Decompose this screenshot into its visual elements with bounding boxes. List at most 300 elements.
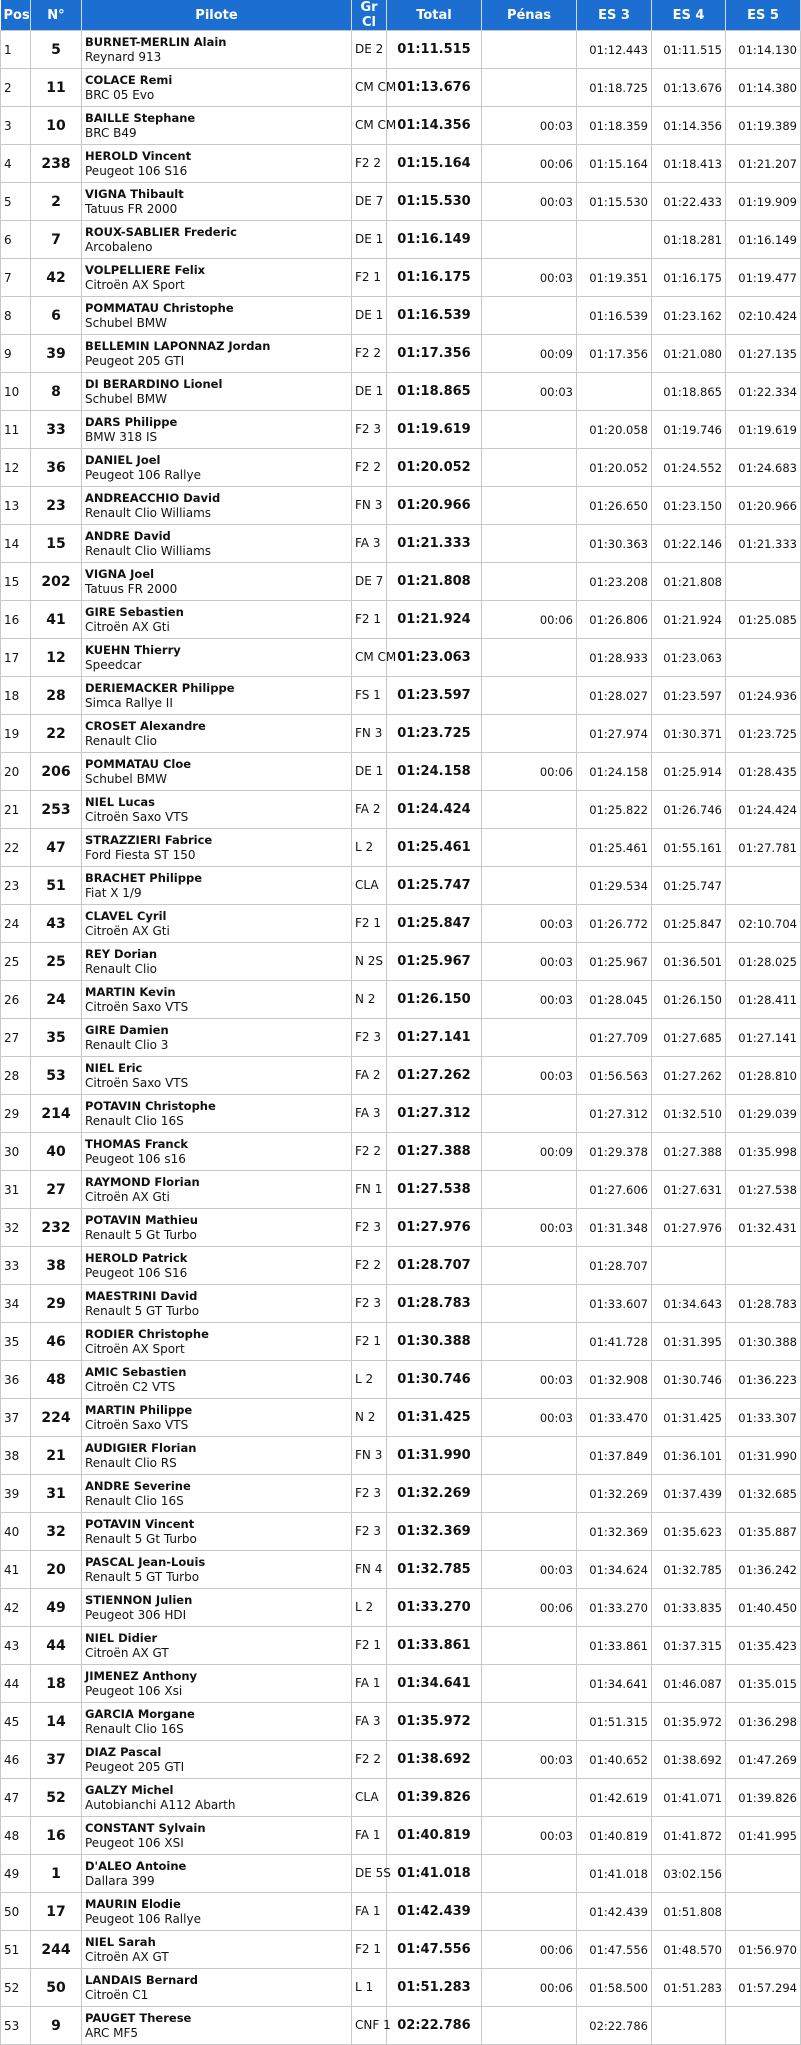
position-cell: 35: [1, 1323, 31, 1361]
car-model: Renault Clio: [85, 961, 157, 976]
total-time-cell: 01:21.333: [387, 525, 482, 563]
es5-time-cell: 01:41.995: [726, 1817, 801, 1855]
table-row: [1, 1551, 801, 1589]
position-cell: 43: [1, 1627, 31, 1665]
es5-time-cell: 02:10.424: [726, 297, 801, 335]
es3-time-cell: 01:32.369: [577, 1513, 652, 1551]
penalty-cell: 00:06: [482, 601, 577, 639]
es3-time-cell: 01:24.158: [577, 753, 652, 791]
penalty-cell: [482, 1247, 577, 1285]
group-class-cell: F2 3: [352, 1209, 387, 1247]
es5-time-cell: [726, 1247, 801, 1285]
table-row: [1, 259, 801, 297]
es3-time-cell: [577, 221, 652, 259]
pilote-cell: [82, 1361, 352, 1399]
car-number-cell: 29: [31, 1285, 82, 1323]
pilote-cell: [82, 1817, 352, 1855]
penalty-cell: [482, 1893, 577, 1931]
car-number-cell: 202: [31, 563, 82, 601]
group-class-cell: N 2: [352, 981, 387, 1019]
total-time-cell: 01:28.783: [387, 1285, 482, 1323]
car-model: Citroën Saxo VTS: [85, 999, 189, 1014]
es5-time-cell: 01:36.242: [726, 1551, 801, 1589]
group-class-cell: DE 1: [352, 221, 387, 259]
car-model: ARC MF5: [85, 2025, 139, 2040]
car-model: Renault Clio 16S: [85, 1113, 184, 1128]
pilote-cell: [82, 1057, 352, 1095]
es4-time-cell: 01:26.150: [652, 981, 726, 1019]
es3-time-cell: 01:15.530: [577, 183, 652, 221]
table-row: [1, 221, 801, 259]
driver-name: ROUX-SABLIER Frederic: [85, 224, 237, 239]
car-number-cell: 39: [31, 335, 82, 373]
position-cell: 22: [1, 829, 31, 867]
es3-time-cell: 01:20.052: [577, 449, 652, 487]
total-time-cell: 01:31.990: [387, 1437, 482, 1475]
es3-time-cell: 02:22.786: [577, 2007, 652, 2045]
es3-time-cell: 01:28.707: [577, 1247, 652, 1285]
table-row: [1, 1703, 801, 1741]
group-class-cell: F2 2: [352, 1133, 387, 1171]
car-model: Reynard 913: [85, 49, 162, 64]
total-time-cell: 01:19.619: [387, 411, 482, 449]
es5-time-cell: 01:16.149: [726, 221, 801, 259]
es4-time-cell: 01:11.515: [652, 31, 726, 69]
position-cell: 26: [1, 981, 31, 1019]
position-cell: 10: [1, 373, 31, 411]
pilote-cell: [82, 1551, 352, 1589]
car-number-cell: 49: [31, 1589, 82, 1627]
group-class-cell: F2 2: [352, 335, 387, 373]
position-cell: 21: [1, 791, 31, 829]
car-number-cell: 20: [31, 1551, 82, 1589]
table-row: [1, 183, 801, 221]
es3-time-cell: 01:25.461: [577, 829, 652, 867]
pilote-cell: [82, 487, 352, 525]
car-number-cell: 41: [31, 601, 82, 639]
position-cell: 37: [1, 1399, 31, 1437]
car-model: Peugeot 106 s16: [85, 1151, 186, 1166]
pilote-cell: [82, 183, 352, 221]
total-time-cell: 01:23.597: [387, 677, 482, 715]
driver-name: VOLPELLIERE Felix: [85, 262, 206, 277]
total-time-cell: 01:27.262: [387, 1057, 482, 1095]
car-model: Renault Clio: [85, 733, 157, 748]
driver-name: STIENNON Julien: [85, 1592, 193, 1607]
pilote-cell: [82, 867, 352, 905]
es3-time-cell: 01:23.208: [577, 563, 652, 601]
es3-time-cell: 01:29.534: [577, 867, 652, 905]
penalty-cell: 00:06: [482, 1969, 577, 2007]
car-model: Renault 5 GT Turbo: [85, 1303, 200, 1318]
position-cell: 32: [1, 1209, 31, 1247]
car-model: Citroën AX GT: [85, 1949, 169, 1964]
total-time-cell: 01:27.312: [387, 1095, 482, 1133]
es5-time-cell: 01:33.307: [726, 1399, 801, 1437]
penalty-cell: [482, 1703, 577, 1741]
group-class-cell: L 2: [352, 829, 387, 867]
es3-time-cell: 01:33.607: [577, 1285, 652, 1323]
total-time-cell: 01:15.530: [387, 183, 482, 221]
driver-name: POMMATAU Christophe: [85, 300, 234, 315]
car-number-cell: 50: [31, 1969, 82, 2007]
es4-time-cell: 01:19.746: [652, 411, 726, 449]
position-cell: 27: [1, 1019, 31, 1057]
position-cell: 53: [1, 2007, 31, 2045]
pilote-cell: [82, 601, 352, 639]
table-row: [1, 449, 801, 487]
car-number-cell: 47: [31, 829, 82, 867]
driver-name: DANIEL Joel: [85, 452, 161, 467]
penalty-cell: [482, 411, 577, 449]
car-number-cell: 232: [31, 1209, 82, 1247]
driver-name: STRAZZIERI Fabrice: [85, 832, 213, 847]
car-number-cell: 24: [31, 981, 82, 1019]
table-row: [1, 1513, 801, 1551]
es4-time-cell: 01:46.087: [652, 1665, 726, 1703]
driver-name: PAUGET Therese: [85, 2010, 192, 2025]
position-cell: 16: [1, 601, 31, 639]
driver-name: JIMENEZ Anthony: [85, 1668, 198, 1683]
es5-time-cell: 01:35.998: [726, 1133, 801, 1171]
pilote-cell: [82, 1779, 352, 1817]
penalty-cell: 00:03: [482, 259, 577, 297]
car-model: Peugeot 205 GTI: [85, 353, 185, 368]
penalty-cell: [482, 867, 577, 905]
es3-time-cell: 01:37.849: [577, 1437, 652, 1475]
car-number-cell: 25: [31, 943, 82, 981]
penalty-cell: 00:03: [482, 183, 577, 221]
car-number-cell: 7: [31, 221, 82, 259]
es4-time-cell: 01:32.785: [652, 1551, 726, 1589]
group-class-cell: DE 1: [352, 753, 387, 791]
position-cell: 23: [1, 867, 31, 905]
es3-time-cell: 01:40.819: [577, 1817, 652, 1855]
driver-name: BAILLE Stephane: [85, 110, 196, 125]
es4-time-cell: 01:55.161: [652, 829, 726, 867]
table-row: [1, 601, 801, 639]
es3-time-cell: 01:56.563: [577, 1057, 652, 1095]
pilote-cell: [82, 563, 352, 601]
penalty-cell: 00:06: [482, 145, 577, 183]
es4-time-cell: 01:32.510: [652, 1095, 726, 1133]
es4-time-cell: 01:22.433: [652, 183, 726, 221]
driver-name: KUEHN Thierry: [85, 642, 181, 657]
table-row: [1, 1817, 801, 1855]
group-class-cell: L 1: [352, 1969, 387, 2007]
group-class-cell: F2 1: [352, 1627, 387, 1665]
car-model: BRC B49: [85, 125, 137, 140]
driver-name: POMMATAU Cloe: [85, 756, 192, 771]
penalty-cell: [482, 715, 577, 753]
penalty-cell: 00:03: [482, 107, 577, 145]
es4-time-cell: 01:38.692: [652, 1741, 726, 1779]
total-time-cell: 01:33.861: [387, 1627, 482, 1665]
es4-time-cell: 01:36.501: [652, 943, 726, 981]
pilote-cell: [82, 525, 352, 563]
es5-time-cell: 01:14.380: [726, 69, 801, 107]
group-class-cell: F2 1: [352, 259, 387, 297]
car-model: Renault Clio Williams: [85, 505, 212, 520]
group-class-cell: CNF 1: [352, 2007, 387, 2045]
penalty-cell: [482, 563, 577, 601]
car-number-cell: 52: [31, 1779, 82, 1817]
es5-time-cell: 01:36.298: [726, 1703, 801, 1741]
es3-time-cell: 01:18.725: [577, 69, 652, 107]
group-class-cell: FA 2: [352, 1057, 387, 1095]
car-model: Renault Clio Williams: [85, 543, 212, 558]
pilote-cell: [82, 1969, 352, 2007]
table-row: [1, 791, 801, 829]
penalty-cell: [482, 525, 577, 563]
es3-time-cell: 01:12.443: [577, 31, 652, 69]
total-time-cell: 01:16.149: [387, 221, 482, 259]
penalty-cell: [482, 1285, 577, 1323]
penalty-cell: 00:03: [482, 943, 577, 981]
es3-time-cell: 01:20.058: [577, 411, 652, 449]
es5-time-cell: [726, 563, 801, 601]
es5-time-cell: 01:40.450: [726, 1589, 801, 1627]
position-cell: 24: [1, 905, 31, 943]
group-class-cell: F2 1: [352, 905, 387, 943]
group-class-cell: FA 1: [352, 1893, 387, 1931]
total-time-cell: 01:41.018: [387, 1855, 482, 1893]
es5-time-cell: 01:25.085: [726, 601, 801, 639]
es4-time-cell: 01:27.976: [652, 1209, 726, 1247]
penalty-cell: 00:03: [482, 981, 577, 1019]
car-model: Peugeot 106 S16: [85, 163, 188, 178]
total-time-cell: 01:47.556: [387, 1931, 482, 1969]
position-cell: 50: [1, 1893, 31, 1931]
group-class-cell: DE 2: [352, 31, 387, 69]
position-cell: 39: [1, 1475, 31, 1513]
table-row: [1, 335, 801, 373]
table-row: [1, 69, 801, 107]
group-class-cell: FA 3: [352, 1095, 387, 1133]
car-model: Simca Rallye II: [85, 695, 173, 710]
driver-name: POTAVIN Vincent: [85, 1516, 195, 1531]
position-cell: 9: [1, 335, 31, 373]
penalty-cell: [482, 2007, 577, 2045]
table-row: [1, 715, 801, 753]
car-number-cell: 15: [31, 525, 82, 563]
es5-time-cell: 01:35.887: [726, 1513, 801, 1551]
es3-time-cell: 01:32.269: [577, 1475, 652, 1513]
es5-time-cell: 01:21.333: [726, 525, 801, 563]
es5-time-cell: 01:32.431: [726, 1209, 801, 1247]
position-cell: 19: [1, 715, 31, 753]
driver-name: GIRE Damien: [85, 1022, 169, 1037]
es3-time-cell: 01:58.500: [577, 1969, 652, 2007]
es5-time-cell: [726, 1893, 801, 1931]
es5-time-cell: 01:56.970: [726, 1931, 801, 1969]
es5-time-cell: 01:24.936: [726, 677, 801, 715]
header-es3: ES 3: [577, 0, 652, 31]
group-class-cell: F2 3: [352, 1475, 387, 1513]
car-model: Citroën AX Gti: [85, 923, 170, 938]
es3-time-cell: 01:40.652: [577, 1741, 652, 1779]
header-group-class: Gr Cl: [352, 0, 387, 31]
car-number-cell: 28: [31, 677, 82, 715]
es3-time-cell: 01:27.709: [577, 1019, 652, 1057]
pilote-cell: [82, 715, 352, 753]
es4-time-cell: 01:35.972: [652, 1703, 726, 1741]
es4-time-cell: [652, 1247, 726, 1285]
es5-time-cell: 01:19.389: [726, 107, 801, 145]
es4-time-cell: 01:18.865: [652, 373, 726, 411]
driver-name: DARS Philippe: [85, 414, 178, 429]
total-time-cell: 01:38.692: [387, 1741, 482, 1779]
car-model: Citroën Saxo VTS: [85, 1417, 189, 1432]
position-cell: 4: [1, 145, 31, 183]
car-number-cell: 51: [31, 867, 82, 905]
driver-name: CLAVEL Cyril: [85, 908, 167, 923]
total-time-cell: 01:24.158: [387, 753, 482, 791]
total-time-cell: 01:20.966: [387, 487, 482, 525]
es3-time-cell: 01:26.650: [577, 487, 652, 525]
table-row: [1, 1209, 801, 1247]
es4-time-cell: 01:51.808: [652, 1893, 726, 1931]
es4-time-cell: 01:36.101: [652, 1437, 726, 1475]
group-class-cell: FA 2: [352, 791, 387, 829]
group-class-cell: F2 2: [352, 1247, 387, 1285]
pilote-cell: [82, 259, 352, 297]
es3-time-cell: 01:34.641: [577, 1665, 652, 1703]
pilote-cell: [82, 1437, 352, 1475]
driver-name: REY Dorian: [85, 946, 158, 961]
header-es4: ES 4: [652, 0, 726, 31]
table-row: [1, 1741, 801, 1779]
table-row: [1, 1019, 801, 1057]
es4-time-cell: 01:14.356: [652, 107, 726, 145]
es3-time-cell: 01:27.312: [577, 1095, 652, 1133]
car-model: Autobianchi A112 Abarth: [85, 1797, 236, 1812]
group-class-cell: FN 3: [352, 487, 387, 525]
pilote-cell: [82, 1209, 352, 1247]
car-model: Citroën AX Gti: [85, 1189, 170, 1204]
car-number-cell: 2: [31, 183, 82, 221]
penalty-cell: [482, 1665, 577, 1703]
driver-name: NIEL Sarah: [85, 1934, 156, 1949]
car-number-cell: 10: [31, 107, 82, 145]
car-number-cell: 44: [31, 1627, 82, 1665]
pilote-cell: [82, 145, 352, 183]
table-row: [1, 1475, 801, 1513]
position-cell: 48: [1, 1817, 31, 1855]
position-cell: 20: [1, 753, 31, 791]
total-time-cell: 01:24.424: [387, 791, 482, 829]
es5-time-cell: 01:19.909: [726, 183, 801, 221]
pilote-cell: [82, 373, 352, 411]
total-time-cell: 01:39.826: [387, 1779, 482, 1817]
car-model: Dallara 399: [85, 1873, 155, 1888]
car-number-cell: 48: [31, 1361, 82, 1399]
pilote-cell: [82, 753, 352, 791]
total-time-cell: 01:28.707: [387, 1247, 482, 1285]
header-total: Total: [387, 0, 482, 31]
group-class-cell: F2 2: [352, 449, 387, 487]
es3-time-cell: 01:34.624: [577, 1551, 652, 1589]
group-class-cell: F2 1: [352, 601, 387, 639]
es4-time-cell: 01:41.071: [652, 1779, 726, 1817]
es4-time-cell: 01:21.808: [652, 563, 726, 601]
driver-name: LANDAIS Bernard: [85, 1972, 198, 1987]
es4-time-cell: 01:37.315: [652, 1627, 726, 1665]
driver-name: CONSTANT Sylvain: [85, 1820, 206, 1835]
es5-time-cell: 01:28.435: [726, 753, 801, 791]
pilote-cell: [82, 1095, 352, 1133]
driver-name: RAYMOND Florian: [85, 1174, 200, 1189]
car-number-cell: 12: [31, 639, 82, 677]
group-class-cell: DE 7: [352, 563, 387, 601]
driver-name: MAURIN Elodie: [85, 1896, 181, 1911]
total-time-cell: 01:18.865: [387, 373, 482, 411]
car-model: Citroën AX GT: [85, 1645, 169, 1660]
table-row: [1, 525, 801, 563]
position-cell: 30: [1, 1133, 31, 1171]
pilote-cell: [82, 1019, 352, 1057]
driver-name: MARTIN Philippe: [85, 1402, 193, 1417]
car-model: Peugeot 106 Rallye: [85, 467, 201, 482]
car-model: BRC 05 Evo: [85, 87, 155, 102]
es5-time-cell: 01:39.826: [726, 1779, 801, 1817]
penalty-cell: [482, 1513, 577, 1551]
es3-time-cell: 01:33.470: [577, 1399, 652, 1437]
table-row: [1, 943, 801, 981]
total-time-cell: 01:26.150: [387, 981, 482, 1019]
driver-name: NIEL Eric: [85, 1060, 143, 1075]
pilote-cell: [82, 829, 352, 867]
car-model: Renault 5 GT Turbo: [85, 1569, 200, 1584]
pilote-cell: [82, 69, 352, 107]
penalty-cell: [482, 677, 577, 715]
table-body: [1, 31, 801, 2045]
total-time-cell: 01:32.785: [387, 1551, 482, 1589]
total-time-cell: 01:15.164: [387, 145, 482, 183]
pilote-cell: [82, 107, 352, 145]
car-number-cell: 18: [31, 1665, 82, 1703]
pilote-cell: [82, 1285, 352, 1323]
es4-time-cell: 01:30.746: [652, 1361, 726, 1399]
car-number-cell: 53: [31, 1057, 82, 1095]
position-cell: 40: [1, 1513, 31, 1551]
es3-time-cell: 01:27.606: [577, 1171, 652, 1209]
penalty-cell: [482, 1171, 577, 1209]
total-time-cell: 01:32.369: [387, 1513, 482, 1551]
es4-time-cell: 01:31.395: [652, 1323, 726, 1361]
position-cell: 44: [1, 1665, 31, 1703]
position-cell: 13: [1, 487, 31, 525]
penalty-cell: [482, 221, 577, 259]
group-class-cell: DE 1: [352, 373, 387, 411]
pilote-cell: [82, 1741, 352, 1779]
penalty-cell: 00:06: [482, 1931, 577, 1969]
es3-time-cell: 01:33.861: [577, 1627, 652, 1665]
car-model: BMW 318 IS: [85, 429, 158, 444]
es3-time-cell: 01:25.967: [577, 943, 652, 981]
penalty-cell: [482, 1855, 577, 1893]
es4-time-cell: [652, 2007, 726, 2045]
es3-time-cell: 01:19.351: [577, 259, 652, 297]
car-number-cell: 35: [31, 1019, 82, 1057]
car-number-cell: 14: [31, 1703, 82, 1741]
penalty-cell: [482, 69, 577, 107]
group-class-cell: CLA: [352, 867, 387, 905]
total-time-cell: 01:30.746: [387, 1361, 482, 1399]
header-pilote: Pilote: [82, 0, 352, 31]
es5-time-cell: 01:30.388: [726, 1323, 801, 1361]
total-time-cell: 01:14.356: [387, 107, 482, 145]
